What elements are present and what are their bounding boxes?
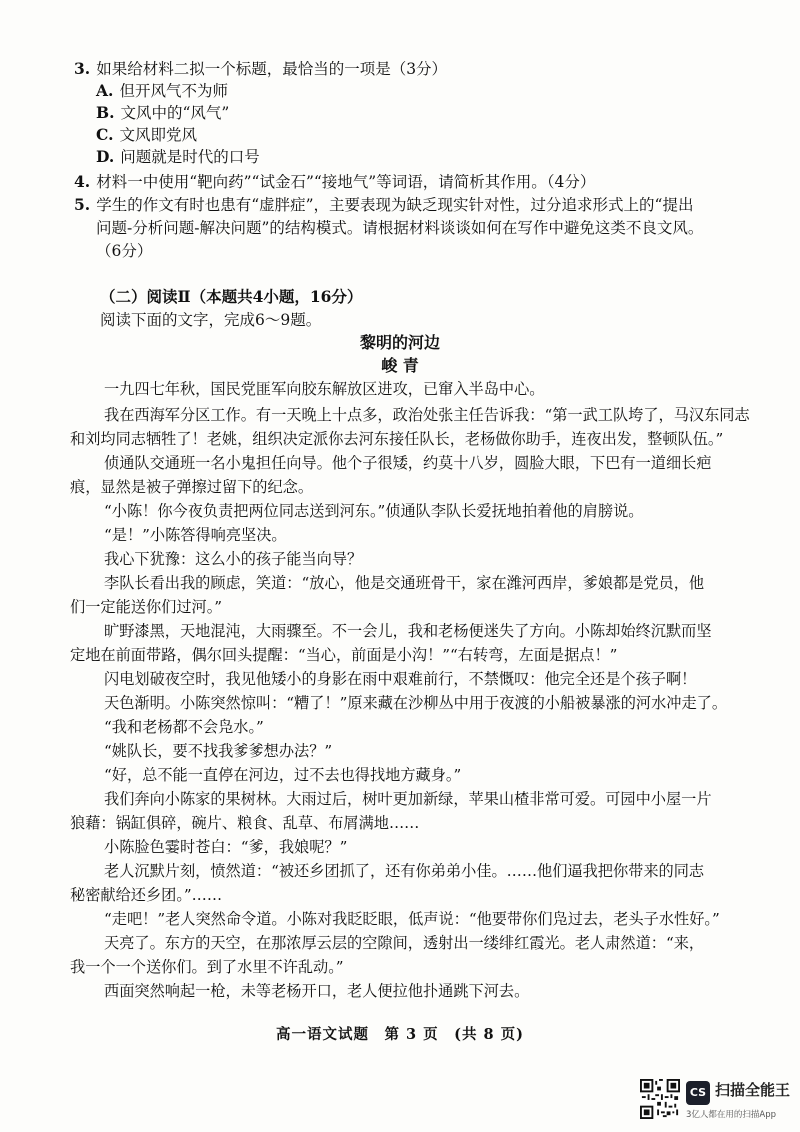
passage-title: 黎明的河边 <box>359 333 440 352</box>
section-heading: （二）阅读Ⅱ（本题共4小题，16分） <box>100 287 363 306</box>
passage-author: 峻 青 <box>381 356 419 375</box>
passage-line: “姚队长，要不找我爹爹想办法？” <box>104 742 333 760</box>
passage-line: 旷野漆黑，天地混沌，大雨骤至。不一会儿，我和老杨便迷失了方向。小陈却始终沉默而坚 <box>104 622 712 640</box>
question-5-line-2: 问题-分析问题-解决问题”的结构模式。请根据材料谈谈如何在写作中避免这类不良文风。 <box>96 219 704 237</box>
question-5: 5. 学生的作文有时也患有“虚胖症”，主要表现为缺乏现实针对性，过分追求形式上的“提出 <box>74 195 694 214</box>
question-4: 4. 材料一中使用“靶向药”“试金石”“接地气”等词语，请简析其作用。（4分） <box>74 172 596 191</box>
passage-line: 我心下犹豫：这么小的孩子能当向导？ <box>104 550 363 568</box>
scanner-app-name: 扫描全能王 <box>715 1081 791 1099</box>
passage-line: 痕，显然是被子弹擦过留下的纪念。 <box>70 478 313 496</box>
passage-line: 天亮了。东方的天空，在那浓厚云层的空隙间，透射出一缕绯红霞光。老人肃然道：“来， <box>104 934 705 952</box>
question-5-line-3: （6分） <box>96 242 153 260</box>
passage-line: 我在西海军分区工作。有一天晚上十点多，政治处张主任告诉我：“第一武工队垮了，马汉东同志 <box>104 406 750 424</box>
camscanner-logo-icon: CS <box>686 1081 710 1105</box>
passage-line: “是！”小陈答得响亮坚决。 <box>104 526 287 544</box>
question-text: 如果给材料二拟一个标题，最恰当的一项是（3分） <box>96 60 448 78</box>
passage-line: 李队长看出我的顾虑，笑道：“放心，他是交通班骨干，家在潍河西岸，爹娘都是党员，他 <box>104 574 705 592</box>
passage-line: “我和老杨都不会凫水。” <box>104 718 264 736</box>
passage-line: “小陈！你今夜负责把两位同志送到河东。”侦通队李队长爱抚地拍着他的肩膀说。 <box>104 502 644 520</box>
passage-line: 我一个一个送你们。到了水里不许乱动。” <box>70 958 344 976</box>
option-a: A. 但开风气不为师 <box>96 81 228 100</box>
passage-line: 侦通队交通班一名小鬼担任向导。他个子很矮，约莫十八岁，圆脸大眼，下巴有一道细长疤 <box>104 454 712 472</box>
section-instruction: 阅读下面的文字，完成6～9题。 <box>100 311 322 329</box>
passage-line: 和刘均同志牺牲了！老姚，组织决定派你去河东接任队长，老杨做你助手，连夜出发，整顿队伍。” <box>70 430 724 448</box>
passage-line: 定地在前面带路，偶尔回头提醒：“当心，前面是小沟！”“右转弯，左面是据点！” <box>70 646 618 664</box>
passage-line: “好，总不能一直停在河边，过不去也得找地方藏身。” <box>104 766 462 784</box>
passage-line: 小陈脸色霎时苍白：“爹，我娘呢？” <box>104 838 348 856</box>
option-d: D. 问题就是时代的口号 <box>96 147 260 166</box>
question-3 <box>74 58 447 80</box>
page-footer: 高一语文试题 第 3 页 (共 8 页) <box>275 1026 525 1043</box>
passage-line: 狼藉：锅缸俱碎，碗片、粮食、乱草、布屑满地…… <box>70 814 420 832</box>
option-c: C. 文风即党风 <box>96 125 197 144</box>
passage-line: 一九四七年秋，国民党匪军向胶东解放区进攻，已窜入半岛中心。 <box>104 380 545 398</box>
passage-line: “走吧！”老人突然命令道。小陈对我眨眨眼，低声说：“他要带你们凫过去，老头子水性好。” <box>104 910 720 928</box>
passage-line: 们一定能送你们过河。” <box>70 598 223 616</box>
scanner-tagline: 3亿人都在用的扫描App <box>686 1110 777 1120</box>
passage-line: 闪电划破夜空时，我见他矮小的身影在雨中艰难前行，不禁慨叹：他完全还是个孩子啊！ <box>104 670 697 688</box>
qr-code-icon <box>640 1079 680 1119</box>
question-number: 3. <box>74 59 91 78</box>
passage-line: 天色渐明。小陈突然惊叫：“糟了！”原来藏在沙柳丛中用于夜渡的小船被暴涨的河水冲走了。 <box>104 694 728 712</box>
passage-line: 我们奔向小陈家的果树林。大雨过后，树叶更加新绿，苹果山楂非常可爱。可园中小屋一片 <box>104 790 712 808</box>
passage-line: 秘密献给还乡团。”…… <box>70 886 223 904</box>
passage-line: 西面突然响起一枪，未等老杨开口，老人便拉他扑通跳下河去。 <box>104 982 530 1000</box>
passage-line: 老人沉默片刻，愤然道：“被还乡团抓了，还有你弟弟小佳。……他们逼我把你带来的同志 <box>104 862 705 880</box>
option-b: B. 文风中的“风气” <box>96 103 230 122</box>
